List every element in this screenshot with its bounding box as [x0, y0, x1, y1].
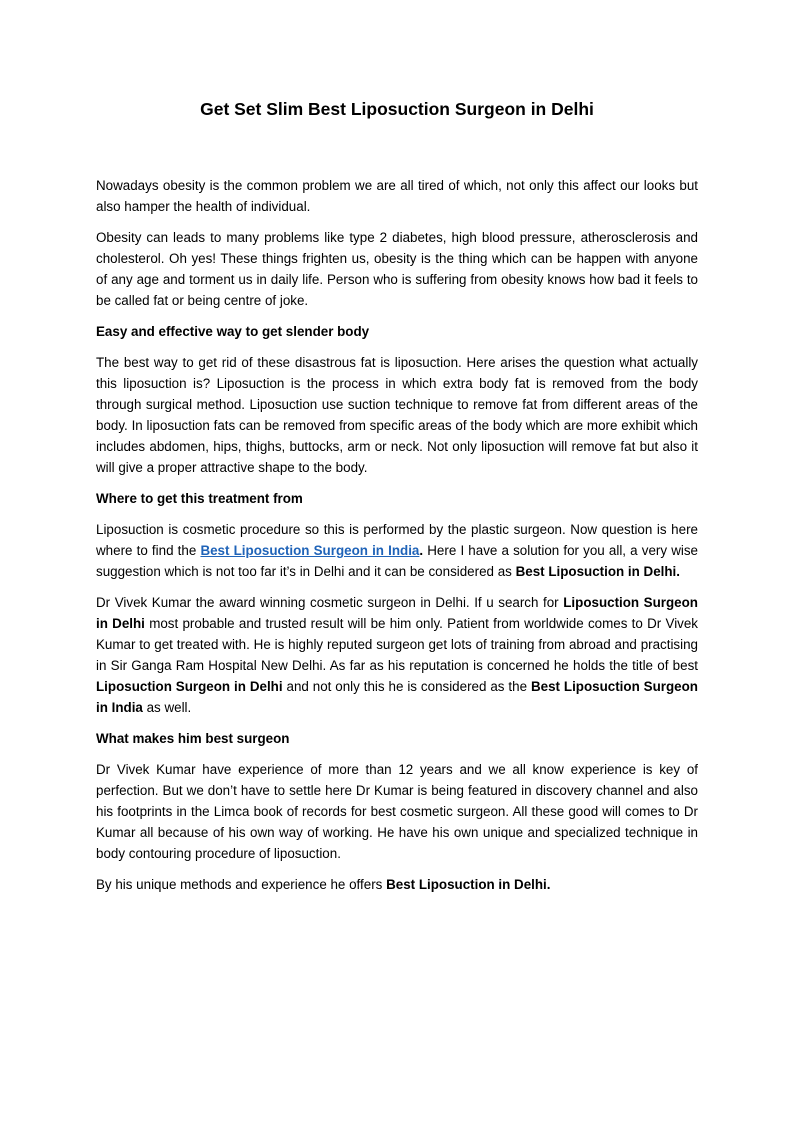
paragraph-experience: Dr Vivek Kumar have experience of more than 12 years and we all know experience is key of perfection. But we don’t have to settle here Dr Kumar is being featured in discovery channel and also his footprints in the Limca book of records for best cosmetic surgeon. All these good will comes to Dr Kumar all because of his own way of working. He have his own unique and specialized technique in body contouring procedure of liposuction.	[96, 762, 698, 861]
text-segment-bold: Best Liposuction in Delhi.	[515, 564, 680, 579]
text-segment: most probable and trusted result will be him only. Patient from worldwide comes to Dr Vivek Kumar to get treated with. He is highly reputed surgeon get lots of training from abroad and practising in Sir Ganga Ram Hospital New Delhi. As far as his reputation is concerned he holds the title of best	[96, 616, 699, 673]
best-liposuction-surgeon-india-link[interactable]: Best Liposuction Surgeon in India	[200, 543, 420, 558]
text-segment: Dr Vivek Kumar the award winning cosmetic surgeon in Delhi. If u search for	[96, 595, 564, 610]
text-segment-bold: Liposuction Surgeon in Delhi	[96, 679, 283, 694]
paragraph-obesity-problems: Obesity can leads to many problems like type 2 diabetes, high blood pressure, atherosclerosis and cholesterol. Oh yes! These things frighten us, obesity is the thing which can be happen with anyone of any age and torment us in daily life. Person who is suffering from obesity knows how bad it feels to be called fat or being centre of joke.	[96, 230, 698, 308]
text-segment-bold: .	[419, 543, 428, 558]
paragraph-liposuction-explained: The best way to get rid of these disastrous fat is liposuction. Here arises the question what actually this liposuction is? Liposuction is the process in which extra body fat is removed from the body through surgical method. Liposuction use suction technique to remove fat from different areas of the body. In liposuction fats can be removed from specific areas of the body which are more exhibit which includes abdomen, hips, thighs, buttocks, arm or neck. Not only liposuction will remove fat but also it will give a proper attractive shape to the body.	[96, 355, 698, 475]
text-segment: as well.	[142, 700, 192, 715]
paragraph-dr-vivek-kumar	[96, 592, 698, 718]
text-segment: Liposuction is cosmetic procedure so this is performed by the plastic surgeon. Now question is here where to find the	[96, 522, 698, 558]
text-segment: By his unique methods and experience he offers	[96, 877, 387, 892]
section-heading-slender-body: Easy and effective way to get slender body	[96, 324, 370, 339]
text-segment-bold: Best Liposuction in Delhi.	[386, 877, 551, 892]
document-title: Get Set Slim Best Liposuction Surgeon in Delhi	[200, 99, 594, 119]
paragraph-intro: Nowadays obesity is the common problem we are all tired of which, not only this affect our looks but also hamper the health of individual.	[96, 178, 698, 214]
section-heading-where-treatment: Where to get this treatment from	[96, 491, 303, 506]
text-segment-bold: Best Liposuction Surgeon in India	[96, 679, 698, 715]
document-body	[96, 175, 698, 905]
text-segment-bold: Liposuction Surgeon in Delhi	[96, 595, 698, 631]
paragraph-where-to-find	[96, 519, 698, 582]
paragraph-closing	[96, 874, 698, 895]
section-heading-best-surgeon: What makes him best surgeon	[96, 731, 290, 746]
text-segment: and not only this he is considered as the	[282, 679, 531, 694]
text-segment: Here I have a solution for you all, a very wise suggestion which is not too far it’s in Delhi and it can be considered as	[96, 543, 698, 579]
